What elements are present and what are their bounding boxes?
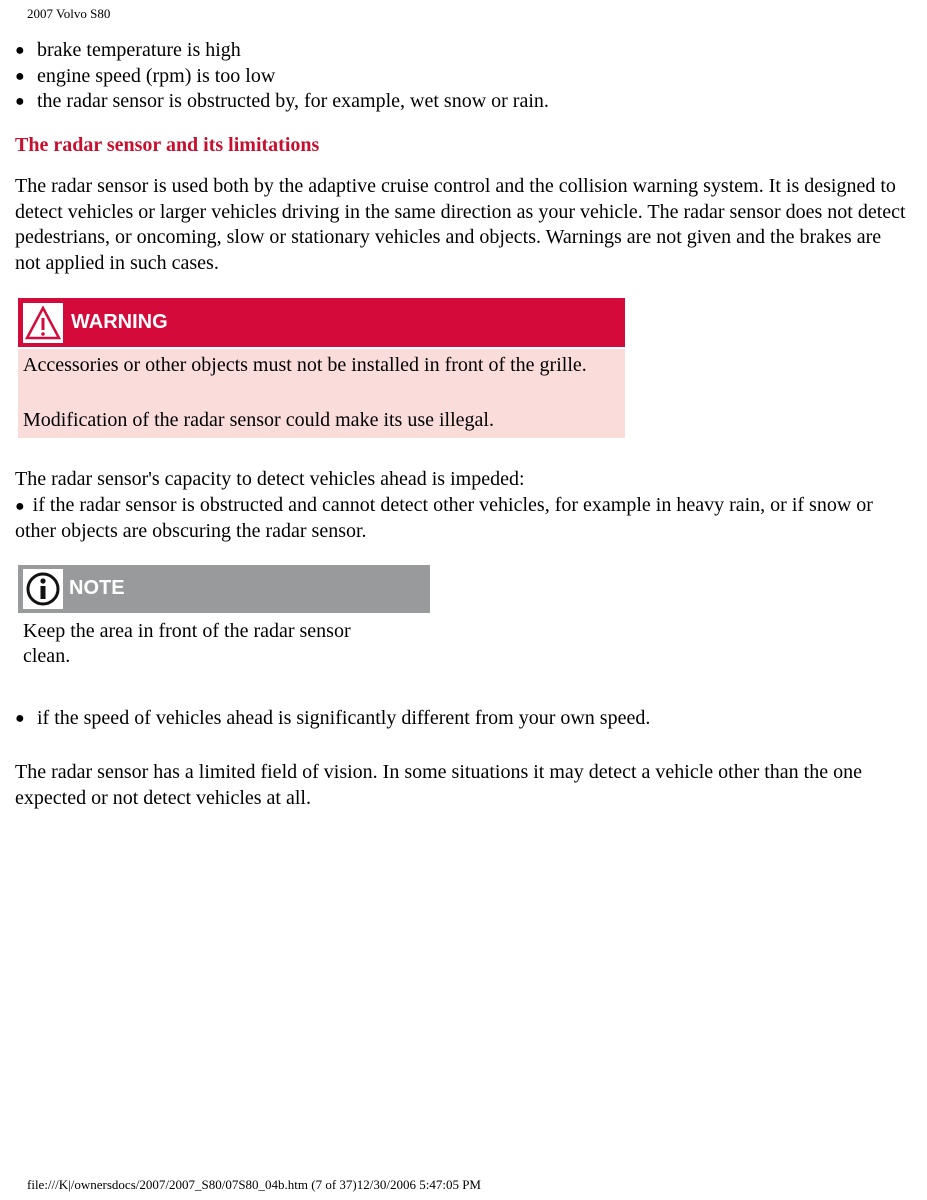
final-paragraph: The radar sensor has a limited field of vision. In some situations it may detect a vehicle other than the one expected or not detect vehicles at all. — [15, 761, 862, 809]
list-item-text: if the speed of vehicles ahead is significantly different from your own speed. — [37, 706, 651, 729]
warning-box — [18, 298, 625, 438]
page-content — [15, 38, 910, 811]
note-body — [18, 613, 398, 670]
note-header — [18, 565, 430, 613]
intro-paragraph: The radar sensor is used both by the adaptive cruise control and the collision warning system. It is designed to detect vehicles or larger vehicles driving in the same direction as your vehicle. The radar sensor does not detect pedestrians, or oncoming, slow or stationary vehicles and objects. Warnings are not given and the brakes are not applied in such cases. — [15, 175, 906, 274]
top-bullet-list — [15, 38, 910, 115]
note-text: Keep the area in front of the radar sensor clean. — [23, 619, 351, 667]
list-item — [15, 493, 910, 545]
list-item — [15, 64, 910, 90]
page-header: 2007 Volvo S80 — [27, 6, 111, 21]
bullet-icon: ● — [15, 67, 25, 85]
list-item — [15, 89, 910, 115]
page-footer: file:///K|/ownersdocs/2007/2007_S80/07S80_04b.htm (7 of 37)12/30/2006 5:47:05 PM — [27, 1177, 481, 1192]
list-item-text: engine speed (rpm) is too low — [37, 64, 276, 87]
note-box — [18, 565, 430, 670]
bullet-icon: ● — [15, 709, 25, 727]
info-circle-icon — [23, 569, 63, 609]
note-title: NOTE — [69, 576, 125, 599]
warning-triangle-icon — [23, 303, 63, 343]
bullet-icon: ● — [15, 93, 25, 110]
capacity-lead: The radar sensor's capacity to detect vehicles ahead is impeded: — [15, 468, 525, 490]
warning-title: WARNING — [71, 310, 168, 333]
list-item-text: brake temperature is high — [37, 39, 241, 61]
list-item-text: the radar sensor is obstructed by, for example, wet snow or rain. — [37, 90, 549, 112]
warning-line: Accessories or other objects must not be installed in front of the grille. — [23, 354, 587, 376]
bullet-icon: ● — [15, 497, 33, 515]
list-item-text: if the radar sensor is obstructed and cannot detect other vehicles, for example in heavy rain, or if snow or other objects are obscuring the radar sensor. — [15, 493, 873, 542]
list-item — [15, 38, 910, 64]
section-heading: The radar sensor and its limitations — [15, 133, 320, 156]
warning-header — [18, 298, 625, 347]
warning-line: Modification of the radar sensor could make its use illegal. — [23, 408, 494, 431]
warning-body — [18, 349, 625, 438]
list-item — [15, 706, 910, 732]
bullet-icon: ● — [15, 42, 25, 59]
